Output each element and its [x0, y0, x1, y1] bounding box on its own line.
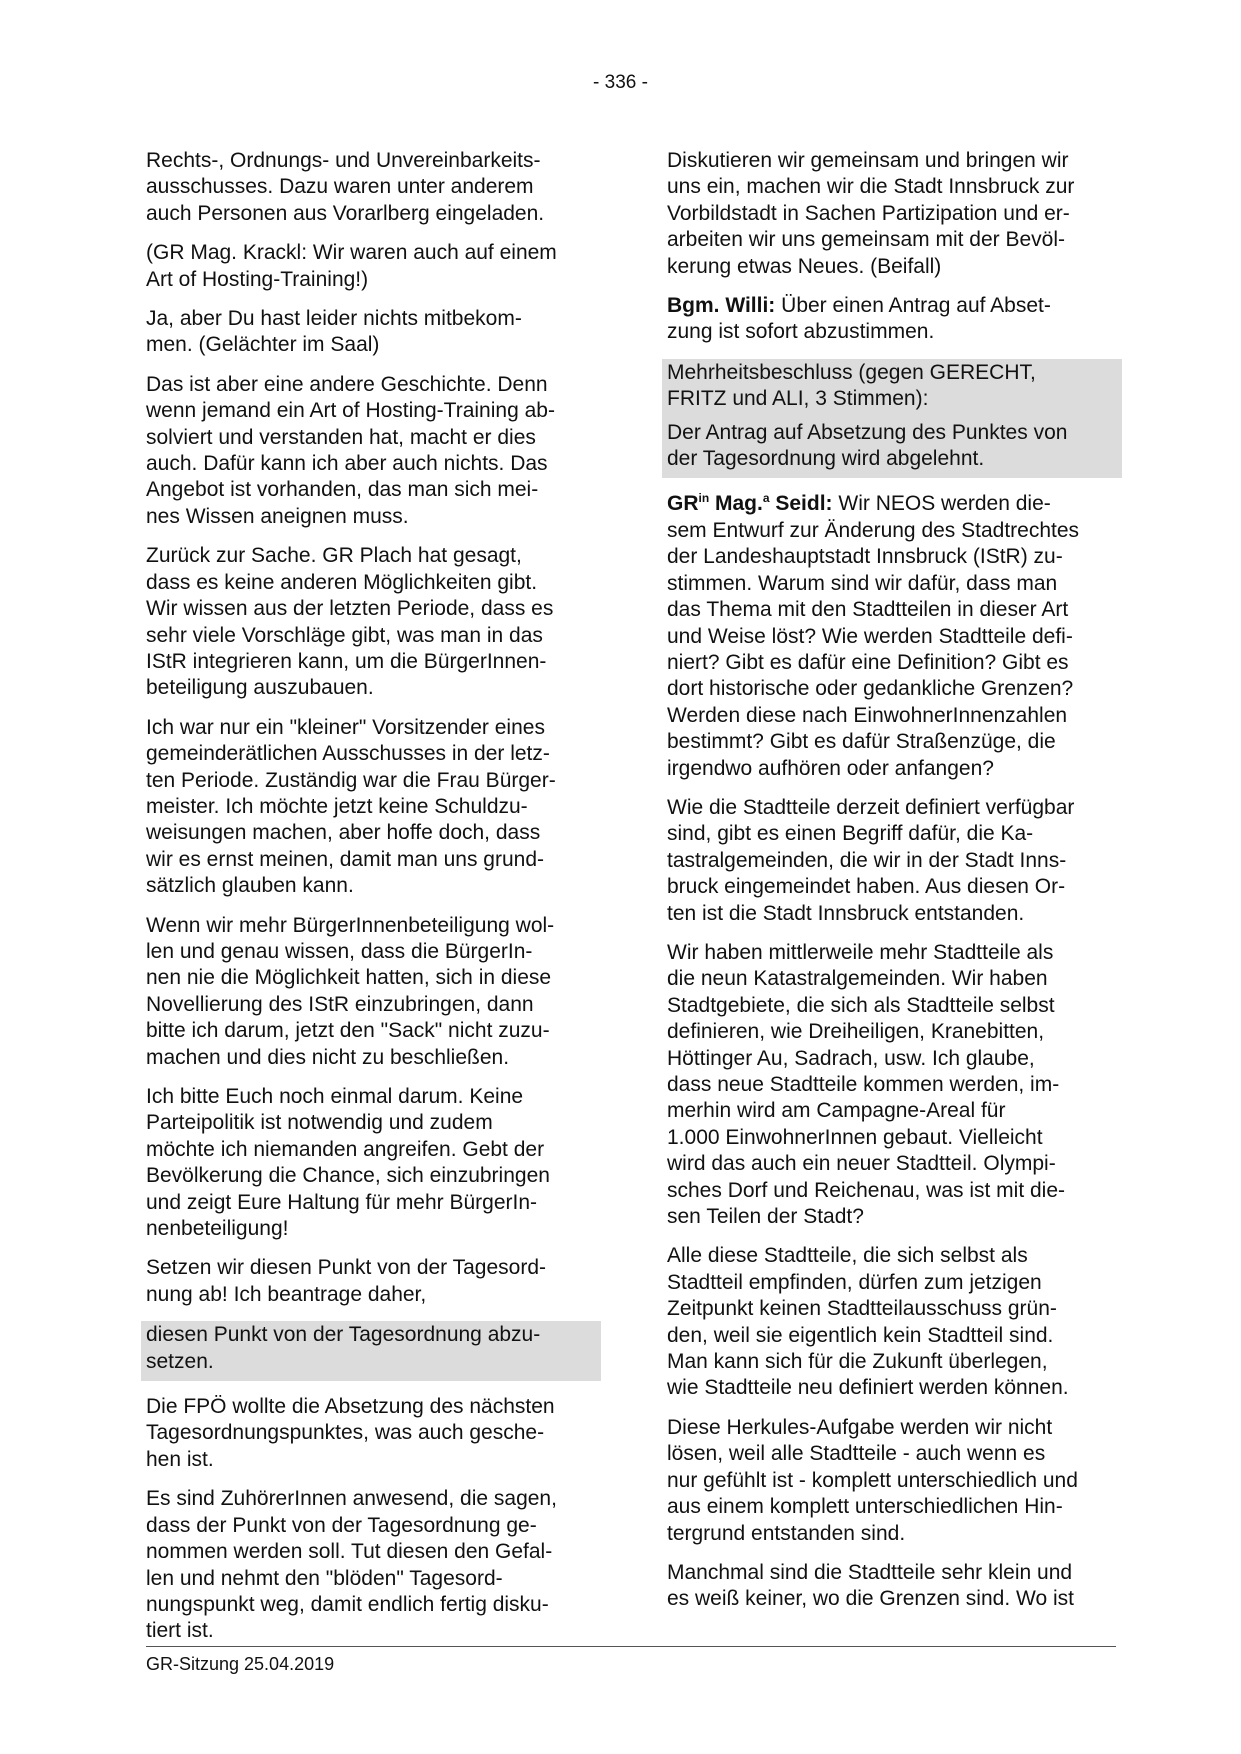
- statement-text: Über einen Antrag auf Abset- zung ist sofort abzustimmen.: [667, 294, 1051, 344]
- paragraph: Zurück zur Sache. GR Plach hat gesagt, dass es keine anderen Möglichkeiten gibt. Wir wissen aus der letzten Periode, dass es sehr viele Vorschläge gibt, was man in das IStR integrieren kann, um die BürgerInnen- beteiligung auszubauen.: [146, 544, 554, 700]
- speaker-name: $GR^{in}$ Mag.$^a$ Seidl:: [667, 491, 833, 516]
- paragraph: Ich war nur ein "kleiner" Vorsitzender eines gemeinderätlichen Ausschusses in der letz- ten Periode. Zuständig war die Frau Bürger- meister. Ich möchte jetzt keine Schuldzu- weisungen machen, aber hoffe doch, dass wir es ernst meinen, damit man uns grund- sätzlich glauben kann.: [146, 715, 556, 898]
- paragraph: Alle diese Stadtteile, die sich selbst als Stadtteil empfinden, dürfen zum jetzigen Zeitpunkt keinen Stadtteilausschuss grün- den, weil sie eigentlich kein Stadtteil sind. Man kann sich für die Zukunft überlegen, wie Stadtteile neu definiert werden können.: [667, 1244, 1069, 1400]
- mayor-statement: [667, 293, 1122, 346]
- right-column: [667, 148, 1122, 1626]
- paragraph: Die FPÖ wollte die Absetzung des nächsten Tagesordnungspunktes, was auch gesche- hen ist.: [146, 1395, 555, 1471]
- page-number: - 336 -: [593, 72, 648, 93]
- paragraph: Diese Herkules-Aufgabe werden wir nicht lösen, weil alle Stadtteile - auch wenn es nur gefühlt ist - komplett unterschiedlich und aus einem komplett unterschiedlichen Hin- tergrund entstanden sind.: [667, 1415, 1078, 1545]
- statement-text: Wir NEOS werden die- sem Entwurf zur Änderung des Stadtrechtes der Landeshauptstadt Innsbruck (IStR) zu- stimmen. Warum sind wir dafür, dass man das Thema mit den Stadtteilen in dieser Art und Weise löst? Wie werden Stadtteile defi- niert? Gibt es dafür eine Definition? Gibt es dort historische oder gedankliche Grenzen? Werden diese nach EinwohnerInnenzahlen bestimmt? Gibt es dafür Straßenzüge, die irgendwo aufhören oder anfangen?: [667, 492, 1080, 780]
- footer-divider: [146, 1646, 1116, 1647]
- motion-box: diesen Punkt von der Tagesordnung abzu- setzen.: [141, 1321, 601, 1381]
- paragraph: Setzen wir diesen Punkt von der Tagesord- nung ab! Ich beantrage daher,: [146, 1256, 547, 1306]
- paragraph: (GR Mag. Krackl: Wir waren auch auf einem Art of Hosting-Training!): [146, 241, 557, 291]
- paragraph: Wenn wir mehr BürgerInnenbeteiligung wol- len und genau wissen, dass die BürgerIn- nen nie die Möglichkeit hatten, sich in diese Novellierung des IStR einzubringen, dann bitte ich darum, jetzt den "Sack" nicht zuzu- machen und dies nicht zu beschließen.: [146, 913, 555, 1069]
- footer: GR-Sitzung 25.04.2019: [146, 1654, 335, 1674]
- left-column: [146, 148, 601, 1658]
- paragraph: Ich bitte Euch noch einmal darum. Keine Parteipolitik ist notwendig und zudem möchte ich niemanden angreifen. Gebt der Bevölkerung die Chance, sich einzubringen und zeigt Eure Haltung für mehr BürgerIn- nenbeteiligung!: [146, 1085, 550, 1241]
- speaker-name: Bgm. Willi:: [667, 294, 776, 318]
- paragraph: Es sind ZuhörerInnen anwesend, die sagen, dass der Punkt von der Tagesordnung ge- nommen werden soll. Tut diesen den Gefal- len und nehmt den "blöden" Tagesord- nungspunkt weg, damit endlich fertig disku- tiert ist.: [146, 1487, 557, 1643]
- paragraph: Diskutieren wir gemeinsam und bringen wir uns ein, machen wir die Stadt Innsbruck zur Vorbildstadt in Sachen Partizipation und er- arbeiten wir uns gemeinsam mit der Bevöl- kerung etwas Neues. (Beifall): [667, 149, 1075, 278]
- paragraph: Ja, aber Du hast leider nichts mitbekom- men. (Gelächter im Saal): [146, 307, 522, 357]
- paragraph: Das ist aber eine andere Geschichte. Denn wenn jemand ein Art of Hosting-Training ab- solviert und verstanden hat, macht er dies auch. Dafür kann ich aber auch nichts. Das Angebot ist vorhanden, das man sich mei- nes Wissen aneignen muss.: [146, 372, 555, 528]
- resolution-vote: Mehrheitsbeschluss (gegen GERECHT, FRITZ und ALI, 3 Stimmen):: [662, 359, 1122, 419]
- paragraph: Rechts-, Ordnungs- und Unvereinbarkeits- ausschusses. Dazu waren unter anderem auch Personen aus Vorarlberg eingeladen.: [146, 149, 545, 225]
- paragraph: Wir haben mittlerweile mehr Stadtteile als die neun Katastralgemeinden. Wir haben Stadtgebiete, die sich als Stadtteile selbst definieren, wie Dreiheiligen, Kranebitten, Höttinger Au, Sadrach, usw. Ich glaube, dass neue Stadtteile kommen werden, im- merhin wird am Campagne-Areal für 1.000 EinwohnerInnen gebaut. Vielleicht wird das auch ein neuer Stadtteil. Olympi- sches Dorf und Reichenau, was ist mit die- sen Teilen der Stadt?: [667, 940, 1066, 1229]
- resolution-result: Der Antrag auf Absetzung des Punktes von der Tagesordnung wird abgelehnt.: [662, 419, 1122, 479]
- paragraph: Manchmal sind die Stadtteile sehr klein und es weiß keiner, wo die Grenzen sind. Wo ist: [667, 1560, 1074, 1611]
- paragraph: Wie die Stadtteile derzeit definiert verfügbar sind, gibt es einen Begriff dafür, die Ka- tastralgemeinden, die wir in der Stadt Inns- bruck eingemeindet haben. Aus diesen Or- ten ist die Stadt Innsbruck entstanden.: [667, 795, 1075, 925]
- seidl-statement: [667, 491, 1122, 781]
